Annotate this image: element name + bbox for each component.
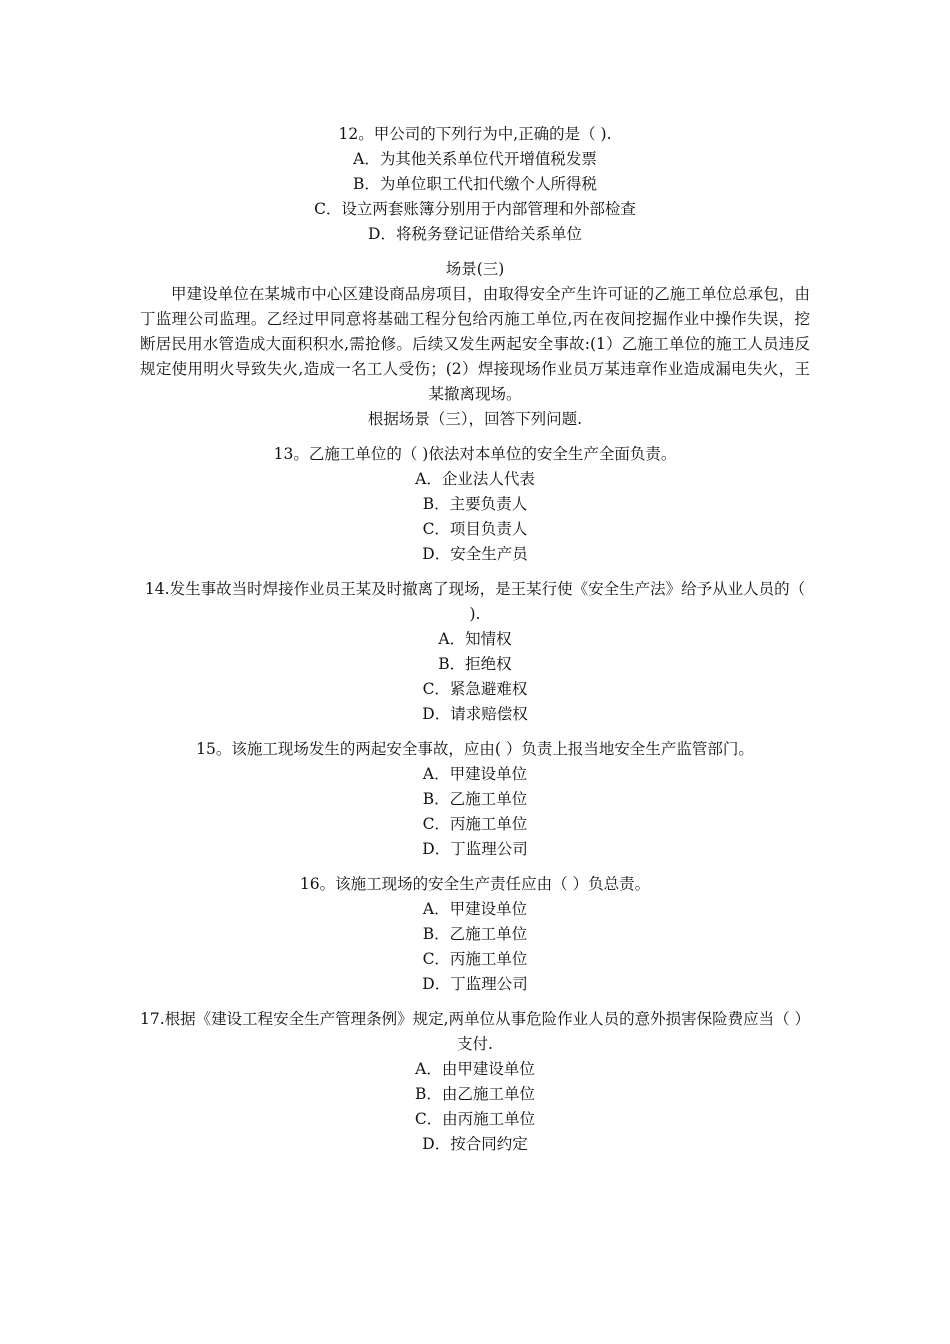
option-d: D．丁监理公司 [422,840,528,858]
option-a: A．甲建设单位 [422,765,528,783]
option-c: C．丙施工单位 [422,950,528,968]
question-stem: 14.发生事故当时焊接作业员王某及时撤离了现场，是王某行使《安全生产法》给予从业人员的（ ). [144,580,806,623]
option-b: B．主要负责人 [422,495,528,513]
option-d: D．将税务登记证借给关系单位 [368,225,582,243]
option-d: D．安全生产员 [422,545,528,563]
question-14 [140,577,810,727]
option-c: C．由丙施工单位 [414,1110,536,1128]
question-12 [140,122,810,247]
scenario-title: 场景(三) [445,260,505,278]
question-16 [140,872,810,997]
option-d: D．丁监理公司 [422,975,528,993]
option-b: B．拒绝权 [438,655,512,673]
option-d: D．按合同约定 [422,1135,528,1153]
option-b: B．为单位职工代扣代缴个人所得税 [353,175,597,193]
option-b: B．由乙施工单位 [415,1085,535,1103]
option-a: A．知情权 [438,630,512,648]
scenario-prompt: 根据场景（三），回答下列问题. [367,410,583,428]
option-c: C．丙施工单位 [422,815,528,833]
option-a: A．为其他关系单位代开增值税发票 [353,150,597,168]
question-13 [140,442,810,567]
option-c: C．设立两套账簿分别用于内部管理和外部检查 [314,200,636,218]
option-a: A．甲建设单位 [422,900,528,918]
question-stem: 12。甲公司的下列行为中,正确的是（ ). [338,125,612,143]
option-a: A．由甲建设单位 [415,1060,535,1078]
option-b: B．乙施工单位 [422,790,528,808]
question-17 [140,1007,810,1157]
content-column [140,122,810,1157]
option-d: D．请求赔偿权 [422,705,528,723]
question-stem: 16。该施工现场的安全生产责任应由（ ）负总责。 [299,875,651,893]
question-stem: 15。该施工现场发生的两起安全事故，应由( ）负责上报当地安全生产监管部门。 [196,740,754,758]
question-stem: 17.根据《建设工程安全生产管理条例》规定,两单位从事危险作业人员的意外损害保险费应当（ ）支付. [140,1010,811,1053]
question-15 [140,737,810,862]
option-b: B．乙施工单位 [422,925,528,943]
option-a: A．企业法人代表 [415,470,535,488]
scenario-section [140,257,810,432]
option-c: C．紧急避难权 [422,680,528,698]
question-stem: 13。乙施工单位的（ )依法对本单位的安全生产全面负责。 [273,445,677,463]
scenario-body: 甲建设单位在某城市中心区建设商品房项目，由取得安全产生许可证的乙施工单位总承包，由丁监理公司监理。乙经过甲同意将基础工程分包给丙施工单位,丙在夜间挖掘作业中操作失误，挖断居民用水管造成大面积积水,需抢修。后续又发生两起安全事故:(1）乙施工单位的施工人员违反规定使用明火导致失火,造成一名工人受伤；(2）焊接现场作业员万某违章作业造成漏电失火，王某撤离现场。 [140,285,810,403]
option-c: C．项目负责人 [422,520,528,538]
